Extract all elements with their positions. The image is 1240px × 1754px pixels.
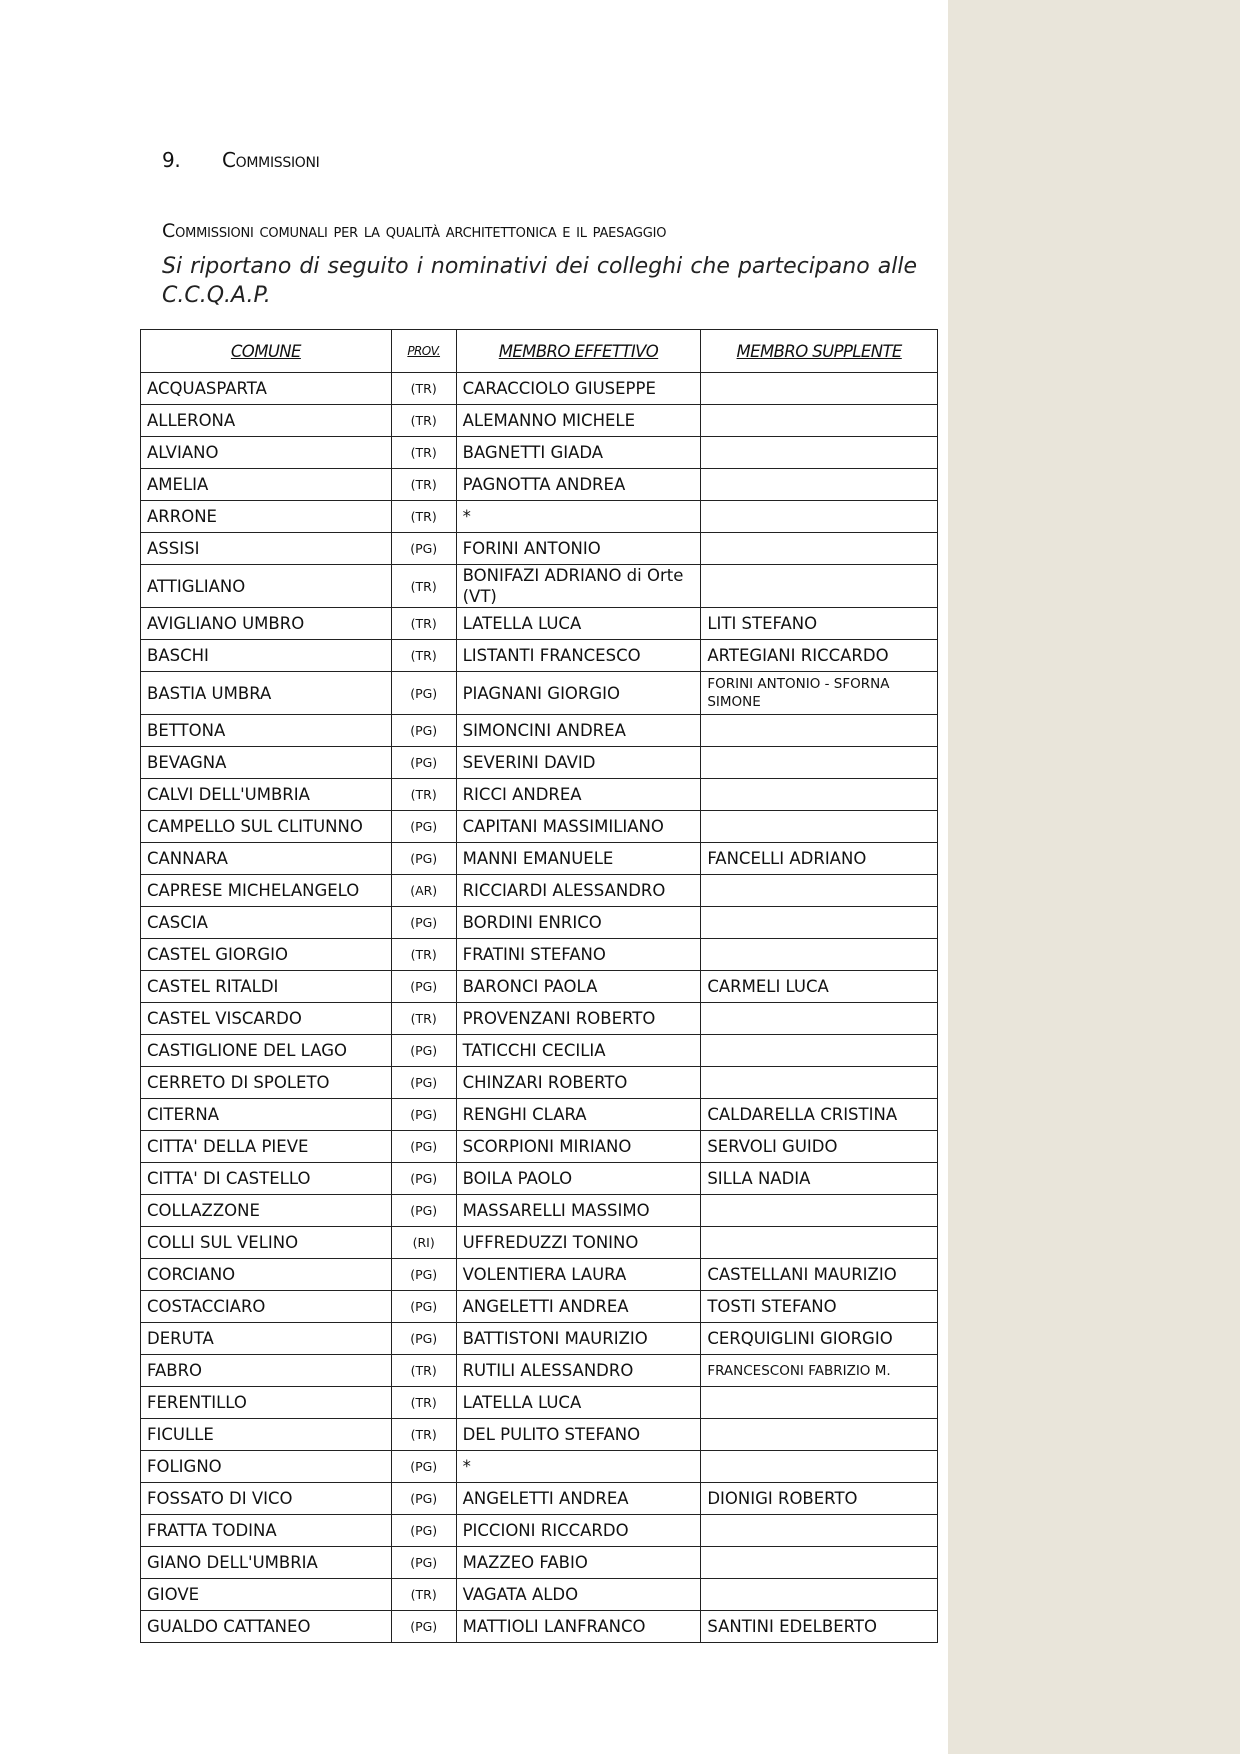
cell-comune: CASTIGLIONE DEL LAGO — [141, 1035, 392, 1067]
cell-membro-effettivo: FRATINI STEFANO — [456, 939, 701, 971]
cell-comune: ALVIANO — [141, 437, 392, 469]
cell-prov: (PG) — [391, 1035, 456, 1067]
cell-membro-effettivo: PIAGNANI GIORGIO — [456, 672, 701, 715]
cell-membro-supplente — [701, 1067, 938, 1099]
table-row — [141, 1035, 938, 1067]
cell-prov: (PG) — [391, 1099, 456, 1131]
cell-comune: CASTEL GIORGIO — [141, 939, 392, 971]
cell-prov: (TR) — [391, 1387, 456, 1419]
cell-comune: CASTEL RITALDI — [141, 971, 392, 1003]
subheading: Commissioni comunali per la qualità architettonica e il paesaggio — [162, 220, 667, 242]
cell-comune: ATTIGLIANO — [141, 565, 392, 608]
cell-membro-supplente: LITI STEFANO — [701, 608, 938, 640]
cell-comune: COLLAZZONE — [141, 1195, 392, 1227]
table-row — [141, 1483, 938, 1515]
cell-prov: (AR) — [391, 875, 456, 907]
cell-membro-effettivo: FORINI ANTONIO — [456, 533, 701, 565]
cell-membro-effettivo: DEL PULITO STEFANO — [456, 1419, 701, 1451]
cell-prov: (PG) — [391, 843, 456, 875]
table-row — [141, 747, 938, 779]
cell-membro-supplente: CASTELLANI MAURIZIO — [701, 1259, 938, 1291]
cell-membro-effettivo: CHINZARI ROBERTO — [456, 1067, 701, 1099]
table-row — [141, 672, 938, 715]
cell-prov: (TR) — [391, 779, 456, 811]
cell-membro-supplente — [701, 533, 938, 565]
table-row — [141, 715, 938, 747]
cell-comune: CASTEL VISCARDO — [141, 1003, 392, 1035]
table-row — [141, 1579, 938, 1611]
cell-membro-effettivo: BARONCI PAOLA — [456, 971, 701, 1003]
cell-prov: (PG) — [391, 1291, 456, 1323]
cell-membro-supplente — [701, 747, 938, 779]
cell-prov: (TR) — [391, 373, 456, 405]
cell-membro-effettivo: * — [456, 1451, 701, 1483]
cell-prov: (PG) — [391, 715, 456, 747]
table-row — [141, 1323, 938, 1355]
cell-membro-supplente — [701, 373, 938, 405]
cell-prov: (TR) — [391, 608, 456, 640]
cell-prov: (PG) — [391, 1451, 456, 1483]
cell-comune: GIANO DELL'UMBRIA — [141, 1547, 392, 1579]
table-row — [141, 533, 938, 565]
cell-comune: CORCIANO — [141, 1259, 392, 1291]
cell-membro-effettivo: VOLENTIERA LAURA — [456, 1259, 701, 1291]
cell-membro-effettivo: LISTANTI FRANCESCO — [456, 640, 701, 672]
cell-comune: BEVAGNA — [141, 747, 392, 779]
cell-prov: (PG) — [391, 672, 456, 715]
cell-prov: (PG) — [391, 1131, 456, 1163]
cell-membro-supplente — [701, 907, 938, 939]
cell-membro-supplente: FRANCESCONI FABRIZIO M. — [701, 1355, 938, 1387]
cell-comune: CASCIA — [141, 907, 392, 939]
table-body — [141, 373, 938, 1643]
cell-membro-effettivo: * — [456, 501, 701, 533]
table-row — [141, 1195, 938, 1227]
cell-prov: (TR) — [391, 1003, 456, 1035]
cell-membro-supplente: ARTEGIANI RICCARDO — [701, 640, 938, 672]
cell-comune: GUALDO CATTANEO — [141, 1611, 392, 1643]
cell-membro-supplente — [701, 405, 938, 437]
cell-membro-supplente: FORINI ANTONIO - SFORNA SIMONE — [701, 672, 938, 715]
table-row — [141, 608, 938, 640]
cell-membro-effettivo: MATTIOLI LANFRANCO — [456, 1611, 701, 1643]
cell-membro-supplente: DIONIGI ROBERTO — [701, 1483, 938, 1515]
cell-membro-supplente — [701, 1547, 938, 1579]
cell-comune: COLLI SUL VELINO — [141, 1227, 392, 1259]
cell-prov: (PG) — [391, 1259, 456, 1291]
cell-membro-supplente: TOSTI STEFANO — [701, 1291, 938, 1323]
cell-membro-effettivo: BONIFAZI ADRIANO di Orte (VT) — [456, 565, 701, 608]
cell-comune: BASCHI — [141, 640, 392, 672]
cell-comune: ACQUASPARTA — [141, 373, 392, 405]
table-row — [141, 501, 938, 533]
table-row — [141, 1163, 938, 1195]
cell-comune: AMELIA — [141, 469, 392, 501]
table-row — [141, 1611, 938, 1643]
table-header-row — [141, 330, 938, 373]
header-membro-effettivo: MEMBRO EFFETTIVO — [456, 330, 701, 373]
cell-prov: (TR) — [391, 640, 456, 672]
cell-prov: (TR) — [391, 939, 456, 971]
cell-prov: (TR) — [391, 1355, 456, 1387]
cell-membro-effettivo: PICCIONI RICCARDO — [456, 1515, 701, 1547]
cell-membro-supplente: SERVOLI GUIDO — [701, 1131, 938, 1163]
cell-membro-effettivo: LATELLA LUCA — [456, 608, 701, 640]
table-row — [141, 1355, 938, 1387]
cell-prov: (TR) — [391, 501, 456, 533]
cell-membro-supplente — [701, 875, 938, 907]
cell-prov: (PG) — [391, 971, 456, 1003]
cell-membro-supplente — [701, 779, 938, 811]
cell-membro-supplente — [701, 715, 938, 747]
cell-membro-effettivo: RICCIARDI ALESSANDRO — [456, 875, 701, 907]
cell-prov: (PG) — [391, 1547, 456, 1579]
cell-comune: FOLIGNO — [141, 1451, 392, 1483]
table-row — [141, 1003, 938, 1035]
table-row — [141, 1227, 938, 1259]
cell-prov: (TR) — [391, 565, 456, 608]
table-row — [141, 907, 938, 939]
cell-membro-supplente — [701, 939, 938, 971]
cell-membro-supplente — [701, 1195, 938, 1227]
cell-membro-effettivo: BATTISTONI MAURIZIO — [456, 1323, 701, 1355]
cell-membro-effettivo: PROVENZANI ROBERTO — [456, 1003, 701, 1035]
header-prov: PROV. — [391, 330, 456, 373]
cell-membro-supplente — [701, 811, 938, 843]
table-row — [141, 469, 938, 501]
cell-prov: (PG) — [391, 1323, 456, 1355]
cell-comune: CERRETO DI SPOLETO — [141, 1067, 392, 1099]
cell-membro-supplente: CALDARELLA CRISTINA — [701, 1099, 938, 1131]
cell-membro-effettivo: MAZZEO FABIO — [456, 1547, 701, 1579]
cell-membro-supplente — [701, 1579, 938, 1611]
cell-comune: BASTIA UMBRA — [141, 672, 392, 715]
cell-prov: (PG) — [391, 1195, 456, 1227]
cell-prov: (TR) — [391, 1579, 456, 1611]
cell-membro-effettivo: SIMONCINI ANDREA — [456, 715, 701, 747]
cell-membro-supplente — [701, 1035, 938, 1067]
cell-prov: (PG) — [391, 1611, 456, 1643]
cell-membro-supplente — [701, 1003, 938, 1035]
cell-comune: CITERNA — [141, 1099, 392, 1131]
table-row — [141, 437, 938, 469]
cell-membro-effettivo: CARACCIOLO GIUSEPPE — [456, 373, 701, 405]
table-row — [141, 1451, 938, 1483]
cell-prov: (PG) — [391, 533, 456, 565]
cell-comune: CITTA' DELLA PIEVE — [141, 1131, 392, 1163]
cell-membro-supplente: SANTINI EDELBERTO — [701, 1611, 938, 1643]
cell-comune: FERENTILLO — [141, 1387, 392, 1419]
cell-membro-effettivo: UFFREDUZZI TONINO — [456, 1227, 701, 1259]
cell-membro-supplente: CARMELI LUCA — [701, 971, 938, 1003]
table-row — [141, 843, 938, 875]
cell-membro-effettivo: MANNI EMANUELE — [456, 843, 701, 875]
cell-membro-supplente: FANCELLI ADRIANO — [701, 843, 938, 875]
cell-membro-effettivo: LATELLA LUCA — [456, 1387, 701, 1419]
cell-comune: CITTA' DI CASTELLO — [141, 1163, 392, 1195]
intro-paragraph: Si riportano di seguito i nominativi dei colleghi che partecipano alle C.C.Q.A.P. — [162, 254, 917, 308]
cell-comune: ARRONE — [141, 501, 392, 533]
cell-comune: AVIGLIANO UMBRO — [141, 608, 392, 640]
header-membro-supplente: MEMBRO SUPPLENTE — [701, 330, 938, 373]
cell-prov: (PG) — [391, 811, 456, 843]
cell-prov: (TR) — [391, 437, 456, 469]
cell-membro-effettivo: PAGNOTTA ANDREA — [456, 469, 701, 501]
table-row — [141, 1099, 938, 1131]
cell-membro-supplente — [701, 565, 938, 608]
cell-comune: ALLERONA — [141, 405, 392, 437]
table-row — [141, 1387, 938, 1419]
cell-comune: FICULLE — [141, 1419, 392, 1451]
table-row — [141, 1291, 938, 1323]
cell-membro-supplente — [701, 437, 938, 469]
cell-prov: (PG) — [391, 1163, 456, 1195]
cell-membro-effettivo: BAGNETTI GIADA — [456, 437, 701, 469]
cell-membro-supplente — [701, 501, 938, 533]
cell-comune: BETTONA — [141, 715, 392, 747]
cell-membro-effettivo: ALEMANNO MICHELE — [456, 405, 701, 437]
cell-membro-effettivo: ANGELETTI ANDREA — [456, 1291, 701, 1323]
cell-membro-supplente — [701, 1451, 938, 1483]
cell-prov: (PG) — [391, 1067, 456, 1099]
table-row — [141, 1067, 938, 1099]
cell-membro-supplente: CERQUIGLINI GIORGIO — [701, 1323, 938, 1355]
section-number: 9. — [162, 148, 181, 172]
table-row — [141, 875, 938, 907]
table-row — [141, 1547, 938, 1579]
cell-membro-effettivo: BOILA PAOLO — [456, 1163, 701, 1195]
table-row — [141, 811, 938, 843]
cell-prov: (PG) — [391, 907, 456, 939]
section-heading — [162, 148, 320, 172]
cell-membro-effettivo: RENGHI CLARA — [456, 1099, 701, 1131]
cell-comune: FRATTA TODINA — [141, 1515, 392, 1547]
cell-membro-effettivo: VAGATA ALDO — [456, 1579, 701, 1611]
cell-membro-supplente: SILLA NADIA — [701, 1163, 938, 1195]
cell-membro-effettivo: SCORPIONI MIRIANO — [456, 1131, 701, 1163]
cell-membro-effettivo: CAPITANI MASSIMILIANO — [456, 811, 701, 843]
header-comune: COMUNE — [141, 330, 392, 373]
table-row — [141, 565, 938, 608]
table-row — [141, 779, 938, 811]
cell-comune: CANNARA — [141, 843, 392, 875]
table-row — [141, 1131, 938, 1163]
cell-comune: FOSSATO DI VICO — [141, 1483, 392, 1515]
section-title: Commissioni — [222, 148, 320, 172]
cell-membro-effettivo: ANGELETTI ANDREA — [456, 1483, 701, 1515]
table-row — [141, 1515, 938, 1547]
cell-membro-effettivo: RICCI ANDREA — [456, 779, 701, 811]
cell-comune: CAMPELLO SUL CLITUNNO — [141, 811, 392, 843]
commissions-table — [140, 329, 938, 1643]
cell-membro-effettivo: BORDINI ENRICO — [456, 907, 701, 939]
cell-prov: (PG) — [391, 747, 456, 779]
cell-membro-supplente — [701, 1515, 938, 1547]
cell-comune: CAPRESE MICHELANGELO — [141, 875, 392, 907]
table-row — [141, 1419, 938, 1451]
cell-comune: ASSISI — [141, 533, 392, 565]
cell-membro-supplente — [701, 1419, 938, 1451]
table-row — [141, 405, 938, 437]
cell-comune: FABRO — [141, 1355, 392, 1387]
cell-membro-supplente — [701, 1387, 938, 1419]
cell-prov: (PG) — [391, 1483, 456, 1515]
cell-membro-effettivo: SEVERINI DAVID — [456, 747, 701, 779]
cell-prov: (TR) — [391, 405, 456, 437]
table-row — [141, 971, 938, 1003]
cell-prov: (RI) — [391, 1227, 456, 1259]
table-row — [141, 939, 938, 971]
table-row — [141, 1259, 938, 1291]
cell-prov: (TR) — [391, 1419, 456, 1451]
table-row — [141, 640, 938, 672]
cell-comune: GIOVE — [141, 1579, 392, 1611]
cell-comune: CALVI DELL'UMBRIA — [141, 779, 392, 811]
cell-membro-supplente — [701, 469, 938, 501]
cell-prov: (TR) — [391, 469, 456, 501]
cell-membro-effettivo: MASSARELLI MASSIMO — [456, 1195, 701, 1227]
table-row — [141, 373, 938, 405]
cell-membro-effettivo: RUTILI ALESSANDRO — [456, 1355, 701, 1387]
cell-comune: COSTACCIARO — [141, 1291, 392, 1323]
cell-membro-effettivo: TATICCHI CECILIA — [456, 1035, 701, 1067]
cell-comune: DERUTA — [141, 1323, 392, 1355]
cell-prov: (PG) — [391, 1515, 456, 1547]
side-band — [948, 0, 1240, 1754]
cell-membro-supplente — [701, 1227, 938, 1259]
